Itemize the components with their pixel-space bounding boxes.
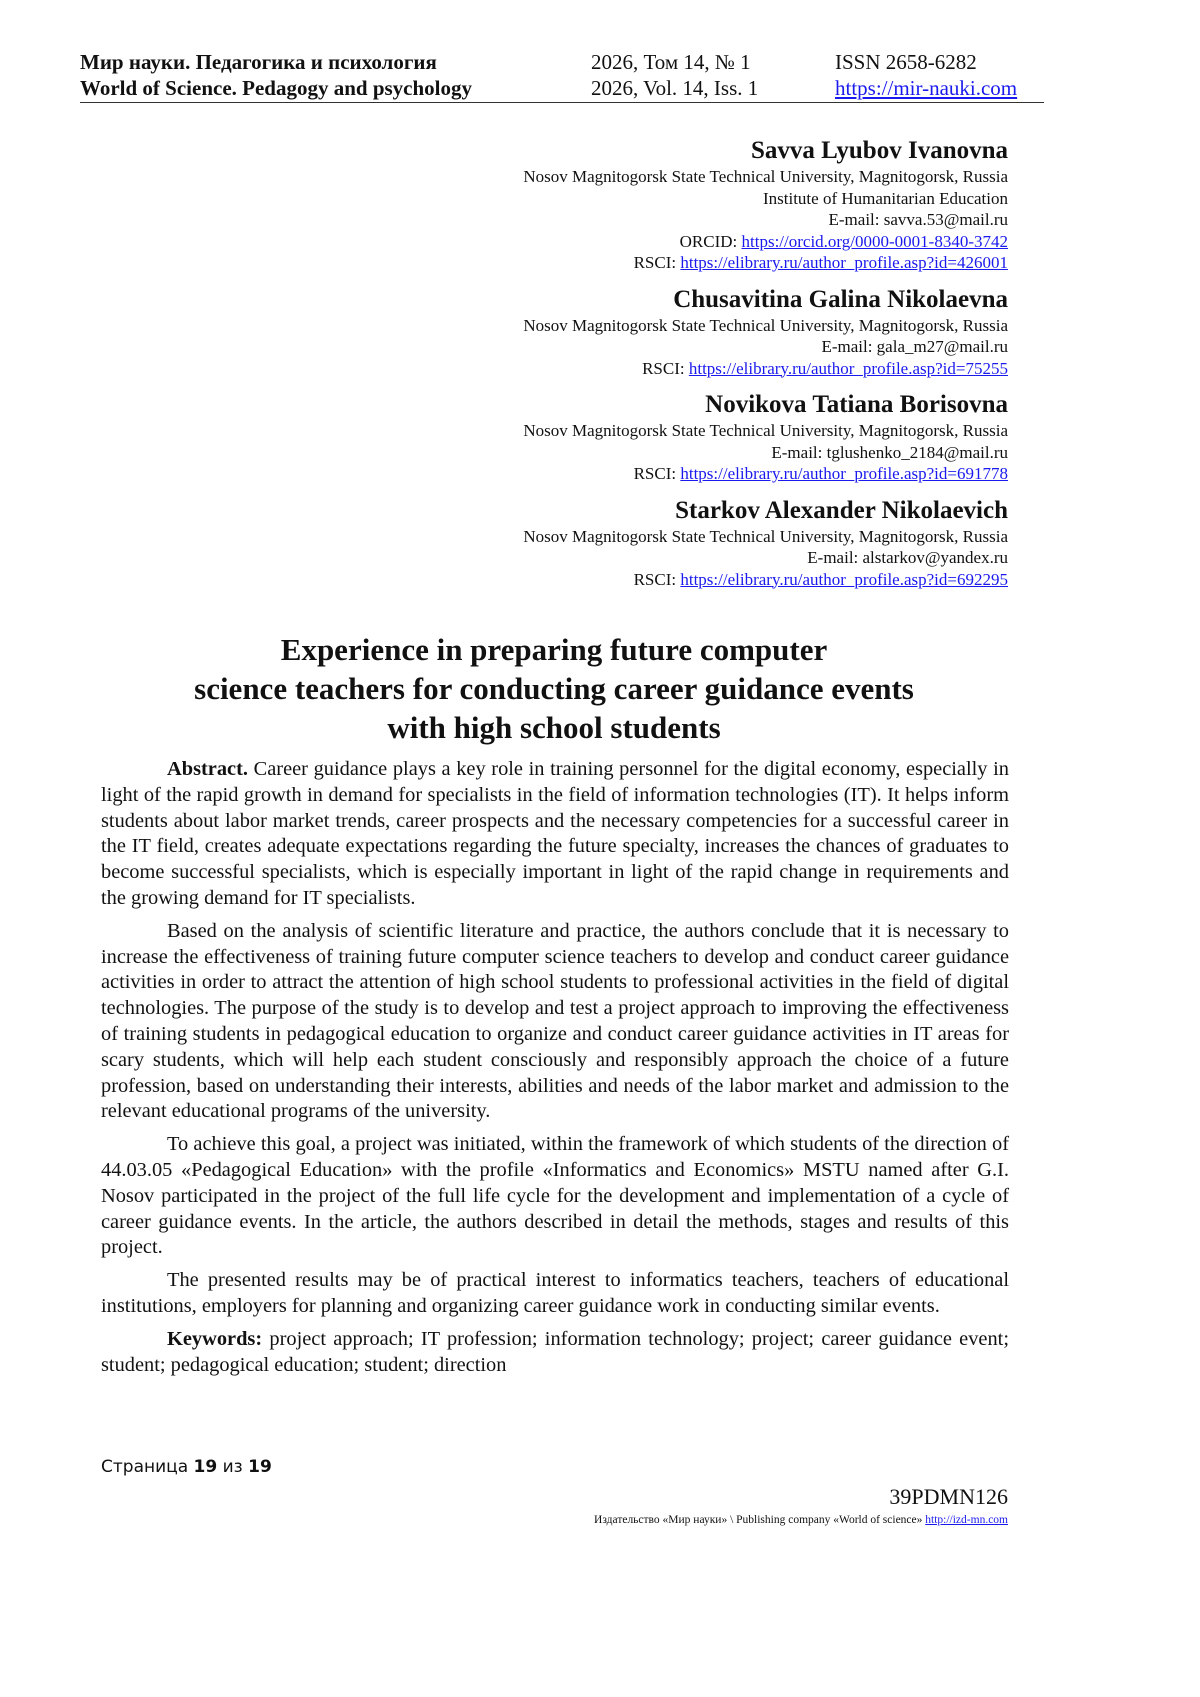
abstract-paragraph: Based on the analysis of scientific literature and practice, the authors conclude that it is necessary to increase the effectiveness of training future computer science teachers to develop and conduct career guidance activities in order to attract the attention of high school students to professional activities in the field of digital technologies. The purpose of the study is to develop and test a project approach to improving the effectiveness of training students in pedagogical education to organize and conduct career guidance activities in IT areas for scary students, which will help each student consciously and responsibly approach the choice of a future profession, based on understanding their interests, abilities and needs of the labor market and admission to the relevant educational programs of the university. <box>101 919 1009 1123</box>
publisher-link[interactable]: http://izd-mn.com <box>925 1514 1008 1526</box>
abstract-paragraph: The presented results may be of practical interest to informatics teachers, teachers of educational institutions, employers for planning and organizing career guidance work in conducting similar events. <box>101 1269 1009 1317</box>
rsci-link[interactable]: https://elibrary.ru/author_profile.asp?id=691778 <box>680 464 1008 483</box>
issue-info-en: 2026, Vol. 14, Iss. 1 <box>591 76 759 100</box>
author-1 <box>308 136 1008 274</box>
journal-title-ru: Мир науки. Педагогика и психология <box>80 50 437 74</box>
keywords-text: project approach; IT profession; information technology; project; career guidance event; student; pedagogical education; student; direction <box>101 1327 1009 1376</box>
page-separator: из <box>222 1457 243 1477</box>
journal-title-en: World of Science. Pedagogy and psychology <box>80 76 473 100</box>
paper-title <box>100 630 1008 747</box>
page-total: 19 <box>248 1457 272 1477</box>
author-block <box>308 136 1008 601</box>
abstract-section <box>101 757 1009 1385</box>
author-affiliation: Nosov Magnitogorsk State Technical University, Magnitogorsk, Russia <box>523 526 1008 546</box>
title-line: with high school students <box>387 710 721 745</box>
title-line: science teachers for conducting career guidance events <box>194 671 914 706</box>
journal-header <box>80 46 1044 103</box>
page-number <box>101 1457 272 1477</box>
orcid-link[interactable]: https://orcid.org/0000-0001-8340-3742 <box>741 231 1008 251</box>
author-affiliation: Nosov Magnitogorsk State Technical University, Magnitogorsk, Russia <box>523 167 1008 186</box>
author-rsci <box>308 358 1008 380</box>
rsci-label: RSCI: <box>633 569 677 589</box>
abstract-text: Career guidance plays a key role in training personnel for the digital economy, especially in light of the rapid growth in demand for specialists in the field of information technologies (IT). It helps inform students about labor market trends, career prospects and the necessary competencies for a successful career in the IT field, creates adequate expectations regarding the future specialty, increases the chances of graduates to become successful specialists, which is especially important in light of the rapid change in requirements and the growing demand for IT specialists. <box>101 758 1009 909</box>
journal-site-link[interactable]: https://mir-nauki.com <box>835 76 1018 100</box>
abstract-paragraph <box>101 757 1009 912</box>
author-3 <box>308 390 1008 485</box>
rsci-link[interactable]: https://elibrary.ru/author_profile.asp?id=426001 <box>680 253 1008 272</box>
author-rsci <box>308 569 1008 591</box>
author-name: Savva Lyubov Ivanovna <box>750 137 1008 164</box>
author-email: E-mail: savva.53@mail.ru <box>828 210 1008 229</box>
author-4 <box>308 496 1008 591</box>
author-department: Institute of Humanitarian Education <box>762 188 1008 208</box>
issue-info-ru: 2026, Том 14, № 1 <box>591 50 751 74</box>
rsci-label: RSCI: <box>633 464 677 483</box>
author-name: Novikova Tatiana Borisovna <box>705 391 1008 418</box>
publisher-text: Издательство «Мир науки» \ Publishing company «World of science» <box>594 1514 923 1526</box>
publisher-line <box>594 1514 1008 1526</box>
author-email: E-mail: tglushenko_2184@mail.ru <box>771 442 1008 462</box>
author-name: Starkov Alexander Nikolaevich <box>675 496 1008 524</box>
page-current: 19 <box>193 1457 218 1477</box>
author-2 <box>308 285 1008 380</box>
rsci-label: RSCI: <box>633 253 677 272</box>
author-orcid <box>308 231 1008 253</box>
page-prefix: Страница <box>101 1457 189 1477</box>
author-affiliation: Nosov Magnitogorsk State Technical University, Magnitogorsk, Russia <box>523 315 1008 335</box>
rsci-link[interactable]: https://elibrary.ru/author_profile.asp?id=75255 <box>688 358 1008 378</box>
abstract-label: Abstract. <box>167 758 248 780</box>
author-rsci <box>308 463 1008 485</box>
abstract-paragraph: To achieve this goal, a project was initiated, within the framework of which students of the direction of 44.03.05 «Pedagogical Education» with the profile «Informatics and Economics» MSTU named after G.I. Nosov participated in the project of the full life cycle for the development and implementation of a cycle of career guidance events. In the article, the authors described in detail the methods, stages and results of this project. <box>101 1133 1009 1259</box>
rsci-label: RSCI: <box>642 358 685 378</box>
author-email: E-mail: alstarkov@yandex.ru <box>807 548 1008 567</box>
article-code: 39PDMN126 <box>889 1484 1008 1509</box>
author-affiliation: Nosov Magnitogorsk State Technical University, Magnitogorsk, Russia <box>523 421 1008 440</box>
author-email: E-mail: gala_m27@mail.ru <box>821 337 1008 356</box>
rsci-link[interactable]: https://elibrary.ru/author_profile.asp?id=692295 <box>680 569 1008 589</box>
keywords-label: Keywords: <box>167 1327 263 1350</box>
title-line: Experience in preparing future computer <box>280 632 828 667</box>
orcid-label: ORCID: <box>679 231 738 251</box>
author-name: Chusavitina Galina Nikolaevna <box>673 285 1008 313</box>
author-rsci <box>308 252 1008 274</box>
issn: ISSN 2658-6282 <box>835 50 977 74</box>
keywords-paragraph <box>101 1327 1009 1379</box>
